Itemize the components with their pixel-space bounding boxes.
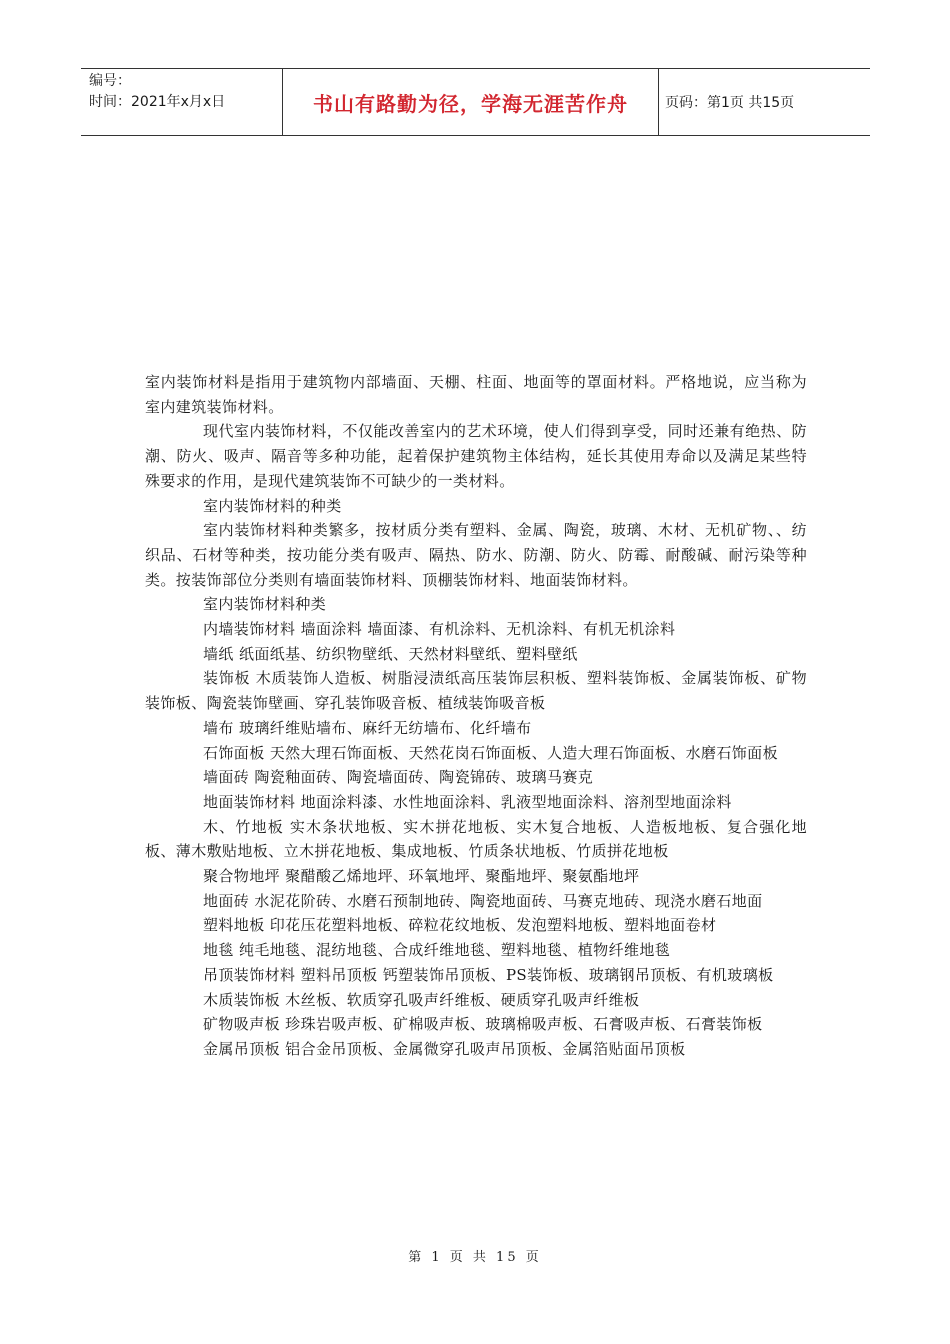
list-item: 地毯 纯毛地毯、混纺地毯、合成纤维地毯、塑料地毯、植物纤维地毯 [203, 941, 671, 960]
section-heading-categories: 室内装饰材料种类 [203, 595, 327, 614]
list-item: 墙纸 纸面纸基、纺织物壁纸、天然材料壁纸、塑料壁纸 [203, 644, 578, 663]
section-heading-types: 室内装饰材料的种类 [203, 496, 342, 515]
paragraph-classification: 室内装饰材料种类繁多，按材质分类有塑料、金属、陶瓷，玻璃、木材、无机矿物、、纺织品、石材等种类，按功能分类有吸声、隔热、防水、防潮、防火、防霉、耐酸碱、耐污染等种类。按装饰部位分类则有墙面装饰材料、顶棚装饰材料、地面装饰材料。 [145, 521, 807, 589]
header-page-info: 页码：第1页 共15页 [665, 95, 795, 111]
header-motto-cell [282, 69, 659, 135]
list-item: 地面砖 水泥花阶砖、水磨石预制地砖、陶瓷地面砖、马赛克地砖、现浇水磨石地面 [203, 891, 763, 910]
list-item: 墙面砖 陶瓷釉面砖、陶瓷墙面砖、陶瓷锦砖、玻璃马赛克 [203, 768, 594, 787]
page-header [81, 68, 870, 136]
list-item: 矿物吸声板 珍珠岩吸声板、矿棉吸声板、玻璃棉吸声板、石膏吸声板、石膏装饰板 [203, 1015, 763, 1034]
document-body [145, 370, 807, 1062]
list-item: 内墙装饰材料 墙面涂料 墙面漆、有机涂料、无机涂料、有机无机涂料 [203, 620, 676, 639]
footer-page-number: 第 1 页 共 15 页 [408, 1250, 542, 1265]
list-item: 木质装饰板 木丝板、软质穿孔吸声纤维板、硬质穿孔吸声纤维板 [203, 990, 640, 1009]
header-motto: 书山有路勤为径，学海无涯苦作舟 [313, 91, 628, 116]
paragraph-intro: 室内装饰材料是指用于建筑物内部墙面、天棚、柱面、地面等的罩面材料。严格地说，应当称为室内建筑装饰材料。 [145, 373, 807, 416]
header-page-info-cell [659, 69, 870, 135]
list-item: 石饰面板 天然大理石饰面板、天然花岗石饰面板、人造大理石饰面板、水磨石饰面板 [203, 743, 778, 762]
list-item: 装饰板 木质装饰人造板、树脂浸渍纸高压装饰层积板、塑料装饰板、金属装饰板、矿物装饰板、陶瓷装饰壁画、穿孔装饰吸音板、植绒装饰吸音板 [145, 669, 807, 713]
list-item: 金属吊顶板 铝合金吊顶板、金属微穿孔吸声吊顶板、金属箔贴面吊顶板 [203, 1039, 686, 1058]
list-item: 地面装饰材料 地面涂料漆、水性地面涂料、乳液型地面涂料、溶剂型地面涂料 [203, 792, 732, 811]
list-item: 吊顶装饰材料 塑料吊顶板 钙塑装饰吊顶板、PS装饰板、玻璃钢吊顶板、有机玻璃板 [203, 965, 774, 984]
document-number-label: 编号： [89, 73, 131, 89]
list-item: 木、竹地板 实木条状地板、实木拼花地板、实木复合地板、人造板地板、复合强化地板、薄木敷贴地板、立木拼花地板、集成地板、竹质条状地板、竹质拼花地板 [145, 817, 807, 861]
document-time-label: 时间：2021年x月x日 [89, 94, 226, 110]
list-item: 塑料地板 印花压花塑料地板、碎粒花纹地板、发泡塑料地板、塑料地面卷材 [203, 916, 717, 935]
header-meta [81, 69, 282, 135]
paragraph-modern-materials: 现代室内装饰材料，不仅能改善室内的艺术环境，使人们得到享受，同时还兼有绝热、防潮、防火、吸声、隔音等多种功能，起着保护建筑物主体结构，延长其使用寿命以及满足某些特殊要求的作用，是现代建筑装饰不可缺少的一类材料。 [145, 422, 807, 490]
page-footer [0, 1246, 950, 1265]
list-item: 聚合物地坪 聚醋酸乙烯地坪、环氧地坪、聚酯地坪、聚氨酯地坪 [203, 867, 640, 886]
list-item: 墙布 玻璃纤维贴墙布、麻纤无纺墙布、化纤墙布 [203, 718, 532, 737]
